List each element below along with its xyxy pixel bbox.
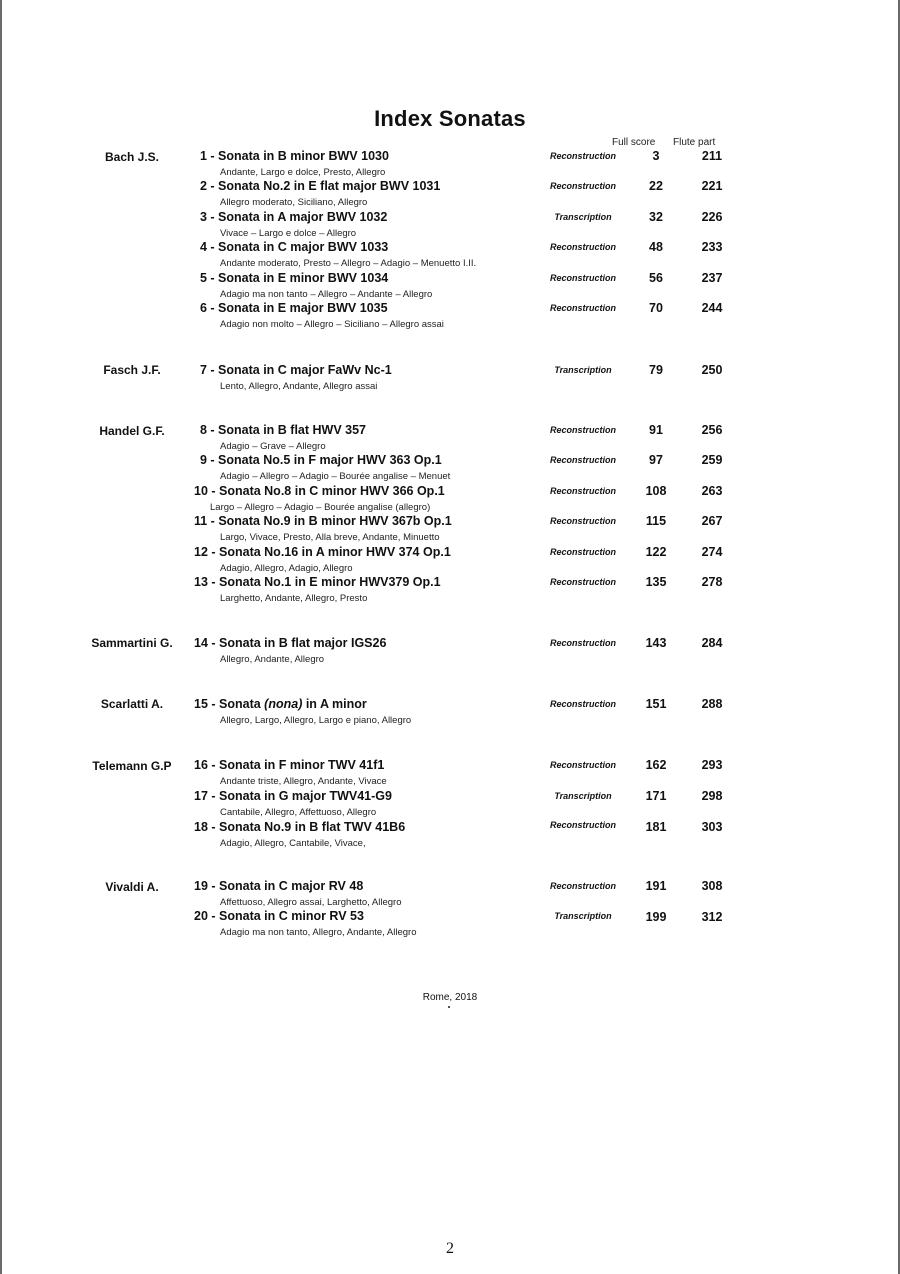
sonata-type: Reconstruction bbox=[549, 881, 616, 891]
composer-name: Bach J.S. bbox=[104, 150, 160, 164]
full-score-page: 108 bbox=[645, 484, 667, 498]
flute-part-page: 274 bbox=[701, 545, 723, 559]
sonata-type: Reconstruction bbox=[549, 760, 616, 770]
sonata-movements: Andante, Largo e dolce, Presto, Allegro bbox=[220, 167, 386, 178]
sonata-type: Reconstruction bbox=[549, 181, 616, 191]
sonata-type: Transcription bbox=[554, 791, 612, 801]
full-score-page: 143 bbox=[645, 636, 667, 650]
sonata-title: 14 - Sonata in B flat major IGS26 bbox=[194, 636, 387, 650]
flute-part-page: 284 bbox=[701, 636, 723, 650]
flute-part-page: 211 bbox=[701, 149, 723, 163]
sonata-title: 20 - Sonata in C minor RV 53 bbox=[194, 909, 364, 923]
full-score-page: 181 bbox=[645, 820, 667, 834]
full-score-page: 135 bbox=[645, 575, 667, 589]
sonata-type: Reconstruction bbox=[549, 699, 616, 709]
sonata-movements: Largo – Allegro – Adagio – Bourée angalise (allegro) bbox=[210, 502, 431, 513]
flute-part-page: 256 bbox=[701, 423, 723, 437]
sonata-title: 15 - Sonata (nona) in A minor bbox=[194, 697, 367, 711]
composer-name: Telemann G.P bbox=[92, 759, 172, 773]
full-score-page: 97 bbox=[649, 453, 663, 467]
full-score-page: 79 bbox=[649, 363, 663, 377]
composer-name: Handel G.F. bbox=[99, 424, 165, 438]
sonata-title: 12 - Sonata No.16 in A minor HWV 374 Op.1 bbox=[194, 545, 451, 559]
full-score-page: 162 bbox=[645, 758, 667, 772]
full-score-page: 171 bbox=[645, 789, 667, 803]
sonata-movements: Allegro moderato, Siciliano, Allegro bbox=[220, 197, 368, 208]
sonata-movements: Andante triste, Allegro, Andante, Vivace bbox=[220, 776, 387, 787]
full-score-page: 56 bbox=[649, 271, 663, 285]
sonata-type: Reconstruction bbox=[549, 547, 616, 557]
stray-dot bbox=[448, 1006, 450, 1008]
flute-part-page: 278 bbox=[701, 575, 723, 589]
full-score-page: 32 bbox=[649, 210, 663, 224]
flute-part-page: 312 bbox=[701, 910, 723, 924]
sonata-title: 19 - Sonata in C major RV 48 bbox=[194, 879, 364, 893]
full-score-page: 70 bbox=[649, 301, 663, 315]
flute-part-page: 267 bbox=[701, 514, 723, 528]
flute-part-header: Flute part bbox=[673, 137, 716, 148]
sonata-movements: Allegro, Largo, Allegro, Largo e piano, Allegro bbox=[220, 715, 412, 726]
sonata-type: Reconstruction bbox=[549, 486, 616, 496]
full-score-page: 48 bbox=[649, 240, 663, 254]
sonata-movements: Andante moderato, Presto – Allegro – Adagio – Menuetto I.II. bbox=[220, 258, 477, 269]
sonata-title: 5 - Sonata in E minor BWV 1034 bbox=[200, 271, 389, 285]
sonata-type: Transcription bbox=[554, 365, 612, 375]
sonata-movements: Adagio non molto – Allegro – Siciliano – Allegro assai bbox=[220, 319, 444, 330]
sonata-type: Reconstruction bbox=[549, 638, 616, 648]
flute-part-page: 237 bbox=[701, 271, 723, 285]
sonata-movements: Adagio ma non tanto, Allegro, Andante, Allegro bbox=[220, 927, 417, 938]
sonata-title: 8 - Sonata in B flat HWV 357 bbox=[200, 423, 367, 437]
sonata-type: Reconstruction bbox=[549, 820, 616, 830]
flute-part-page: 308 bbox=[701, 879, 723, 893]
sonata-movements: Affettuoso, Allegro assai, Larghetto, Allegro bbox=[220, 897, 402, 908]
sonata-type: Reconstruction bbox=[549, 303, 616, 313]
sonata-title: 7 - Sonata in C major FaWv Nc-1 bbox=[200, 363, 392, 377]
sonata-movements: Cantabile, Allegro, Affettuoso, Allegro bbox=[220, 807, 377, 818]
full-score-header: Full score bbox=[612, 137, 656, 148]
sonata-title: 10 - Sonata No.8 in C minor HWV 366 Op.1 bbox=[194, 484, 445, 498]
sonata-title: 3 - Sonata in A major BWV 1032 bbox=[200, 210, 388, 224]
composer-name: Fasch J.F. bbox=[103, 363, 161, 377]
flute-part-page: 226 bbox=[701, 210, 723, 224]
sonata-title: 17 - Sonata in G major TWV41-G9 bbox=[194, 789, 392, 803]
full-score-page: 191 bbox=[645, 879, 667, 893]
sonata-movements: Adagio – Grave – Allegro bbox=[220, 441, 326, 452]
full-score-page: 151 bbox=[645, 697, 667, 711]
full-score-page: 91 bbox=[649, 423, 663, 437]
sonata-movements: Allegro, Andante, Allegro bbox=[220, 654, 325, 665]
sonata-movements: Adagio – Allegro – Adagio – Bourée angalise – Menuet bbox=[220, 471, 451, 482]
sonata-movements: Adagio, Allegro, Adagio, Allegro bbox=[220, 563, 353, 574]
page-title: Index Sonatas bbox=[374, 106, 526, 131]
sonata-type: Reconstruction bbox=[549, 242, 616, 252]
sonata-type: Reconstruction bbox=[549, 273, 616, 283]
sonata-type: Reconstruction bbox=[549, 425, 616, 435]
flute-part-page: 263 bbox=[701, 484, 723, 498]
sonata-movements: Adagio ma non tanto – Allegro – Andante – Allegro bbox=[220, 289, 433, 300]
sonata-movements: Largo, Vivace, Presto, Alla breve, Andante, Minuetto bbox=[220, 532, 440, 543]
sonata-type: Reconstruction bbox=[549, 516, 616, 526]
sonata-title: 16 - Sonata in F minor TWV 41f1 bbox=[194, 758, 385, 772]
composer-name: Scarlatti A. bbox=[100, 697, 164, 711]
sonata-type: Reconstruction bbox=[549, 577, 616, 587]
flute-part-page: 298 bbox=[701, 789, 723, 803]
sonata-title: 4 - Sonata in C major BWV 1033 bbox=[200, 240, 389, 254]
flute-part-page: 250 bbox=[701, 363, 723, 377]
sonata-title: 2 - Sonata No.2 in E flat major BWV 1031 bbox=[200, 179, 441, 193]
place-date: Rome, 2018 bbox=[422, 992, 478, 1003]
sonata-title: 13 - Sonata No.1 in E minor HWV379 Op.1 bbox=[194, 575, 441, 589]
sonata-title: 9 - Sonata No.5 in F major HWV 363 Op.1 bbox=[200, 453, 442, 467]
sonata-movements: Larghetto, Andante, Allegro, Presto bbox=[220, 593, 368, 604]
sonata-type: Reconstruction bbox=[549, 455, 616, 465]
sonata-movements: Vivace – Largo e dolce – Allegro bbox=[220, 228, 357, 239]
full-score-page: 3 bbox=[652, 149, 660, 163]
page-number: 2 bbox=[446, 1240, 454, 1257]
flute-part-page: 303 bbox=[701, 820, 723, 834]
sonata-title: 11 - Sonata No.9 in B minor HWV 367b Op.1 bbox=[194, 514, 452, 528]
sonata-movements: Lento, Allegro, Andante, Allegro assai bbox=[220, 381, 378, 392]
sonata-title: 1 - Sonata in B minor BWV 1030 bbox=[200, 149, 389, 163]
composer-name: Vivaldi A. bbox=[105, 880, 159, 894]
sonata-title: 6 - Sonata in E major BWV 1035 bbox=[200, 301, 388, 315]
flute-part-page: 221 bbox=[701, 179, 723, 193]
page-border-left bbox=[0, 0, 2, 1274]
full-score-page: 22 bbox=[649, 179, 663, 193]
full-score-page: 199 bbox=[645, 910, 667, 924]
composer-name: Sammartini G. bbox=[91, 636, 173, 650]
flute-part-page: 293 bbox=[701, 758, 723, 772]
full-score-page: 115 bbox=[645, 514, 667, 528]
sonata-movements: Adagio, Allegro, Cantabile, Vivace, bbox=[220, 838, 366, 849]
flute-part-page: 288 bbox=[701, 697, 723, 711]
full-score-page: 122 bbox=[645, 545, 667, 559]
sonata-type: Transcription bbox=[554, 212, 612, 222]
flute-part-page: 244 bbox=[701, 301, 723, 315]
sonata-title: 18 - Sonata No.9 in B flat TWV 41B6 bbox=[194, 820, 406, 834]
sonata-type: Transcription bbox=[554, 911, 612, 921]
flute-part-page: 259 bbox=[701, 453, 723, 467]
flute-part-page: 233 bbox=[701, 240, 723, 254]
nona-italic: (nona) bbox=[264, 697, 303, 711]
sonata-type: Reconstruction bbox=[549, 151, 616, 161]
